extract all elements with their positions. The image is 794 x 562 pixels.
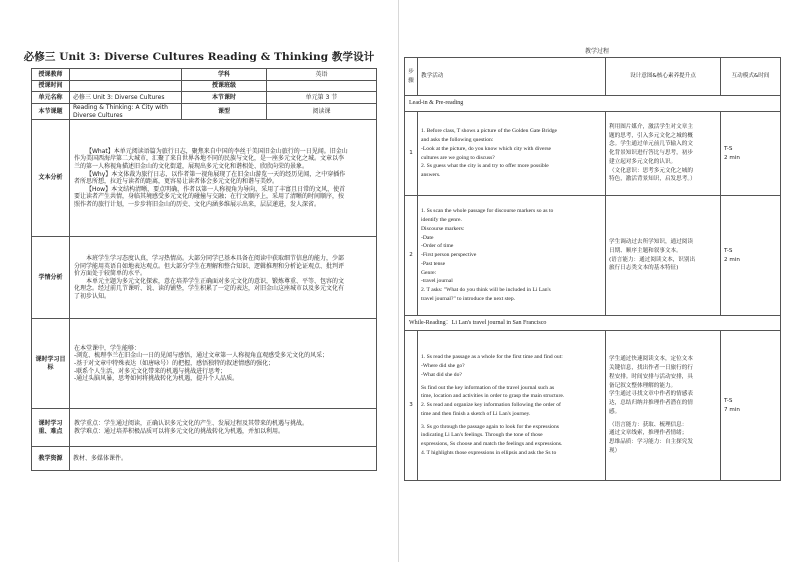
intent-line: 题的思考，引入多元文化之城的概: [609, 132, 693, 139]
teaching-process-table: [404, 57, 781, 481]
intent-cell: [606, 196, 721, 316]
activity-line: identify the genre.: [421, 216, 462, 223]
intent-line: 学生调动过去所学知识，通过阅读: [609, 238, 693, 245]
intent-line: 日期、顺序主题和叙事文本。: [609, 247, 682, 254]
text-line: 价方面处于较简单的水平。: [74, 270, 147, 278]
activity-line: Discourse markers:: [421, 225, 465, 232]
table-row: [32, 120, 377, 237]
activity-line: -Look at the picture, do you know which city with diverse: [421, 145, 552, 152]
mode-cell: [721, 331, 781, 481]
objectives-content: [70, 319, 377, 409]
learner-analysis-content: [70, 237, 377, 319]
text-line: 教学难点：通过培养积极品质可以将多元文化的挑战转化为机遇，并加以利用。: [74, 427, 285, 435]
intent-line: （语言能力：获取、梳理信息：: [609, 421, 688, 428]
intent-line: 现）: [609, 448, 621, 455]
text-line: 化理念。经过前几节课听、说、读的铺垫，学生积累了一定的表达，对旧金山这座城市以及多元文化有: [74, 285, 345, 293]
class-value: [267, 80, 377, 92]
activity-line: time, location and activities in order to grasp the main structure.: [421, 393, 565, 400]
table-row: [32, 104, 377, 120]
activity-cell: [418, 331, 606, 481]
lesson-label: 本节课时: [182, 92, 267, 104]
intent-cell: [606, 331, 721, 481]
mode-line: T-S: [724, 145, 733, 152]
table-row: [32, 409, 377, 447]
text-line: -通过头脑风暴，思考如何将挑战转化为机遇，提升个人品质。: [74, 375, 239, 383]
activity-line: 2. Ss read and organize key information following the order of: [421, 402, 561, 409]
intent-line: 念。学生通过单元前几节输入的文: [609, 141, 693, 148]
mode-line: T-S: [724, 247, 733, 254]
time-label: 授课时间: [32, 80, 70, 92]
unit-value: 必修三 Unit 3: Diverse Cultures: [70, 92, 182, 104]
lesson-value: 单元第 3 节: [267, 92, 377, 104]
resources-label: 教学资源: [32, 447, 70, 471]
activity-line: 1. Ss scan the whole passage for discourse markers so as to: [421, 208, 554, 215]
activity-cell: [418, 196, 606, 316]
mode-line: 2 min: [724, 256, 740, 263]
activity-line: 2. Ss guess what the city is and try to offer more possible: [421, 163, 549, 170]
step-header: 步骤: [405, 58, 418, 96]
activity-line: indicating Li Lan's feelings. Through the tone of those: [421, 432, 543, 439]
class-label: 授课班级: [182, 80, 267, 92]
text-line: -浏览、梳理李兰在旧金山一日的见闻与感悟，通过文章第一人称视角直观感受多元文化的风采；: [74, 352, 329, 360]
intent-line: 感。: [609, 408, 621, 415]
document-title: 必修三 Unit 3: Diverse Cultures Reading & Thinking 教学设计: [23, 51, 375, 63]
text-line: 在本堂课中，学生能够：: [74, 344, 141, 352]
text-line: -联系个人生活，对多元文化带来的机遇与挑战进行思考；: [74, 367, 227, 375]
table-row: [405, 96, 781, 112]
activity-line: -Where did she go?: [421, 362, 465, 369]
subject-value: 英语: [267, 69, 377, 81]
text-line: 兰的第一人称视角描述旧金山的文化街道，展现出多元文化和谐相处、欣欣向荣的景象。: [74, 163, 309, 171]
time-value: [70, 80, 182, 92]
mode-line: 7 min: [724, 406, 740, 413]
intent-line: 旅行日志类文本的基本特征): [609, 265, 679, 272]
text-analysis-label: 文本分析: [32, 120, 70, 237]
mode-cell: [721, 112, 781, 196]
step-number: 3: [405, 331, 418, 481]
table-row: [32, 69, 377, 81]
step-number: 1: [405, 112, 418, 196]
objectives-label: 课时学习目标: [32, 319, 70, 409]
text-line: 本班学生学习态度认真，学习热情高。大部分同学已基本具备在阅读中获取细节信息的能力，少部: [86, 254, 345, 262]
type-value: 阅读课: [267, 104, 377, 120]
teacher-label: 授课教师: [32, 69, 70, 81]
lesson-info-table: [31, 68, 377, 471]
stage-lead-in: Lead-in & Pre-reading: [405, 96, 781, 112]
mode-line: T-S: [724, 397, 733, 404]
text-line: 作为美国西海岸第二大城市，汇聚了来自世界各地不同的民族与文化，是一座多元文化之城。文章以李: [74, 155, 345, 163]
teacher-value: [70, 69, 182, 81]
intent-line: 程安排。时间安排与活动安排，具: [609, 373, 693, 380]
activity-line: -What did she do?: [421, 371, 462, 378]
subject-label: 学科: [182, 69, 267, 81]
table-row: [405, 112, 781, 196]
table-row: [32, 237, 377, 319]
unit-label: 单元名称: [32, 92, 70, 104]
table-row: [32, 80, 377, 92]
intent-header: 设计意图&核心素养提升点: [606, 58, 721, 96]
activity-line: 1. Ss read the passage as a whole for the first time and find out:: [421, 354, 563, 361]
activity-line: 3. Ss go through the passage again to look for the expressions: [421, 423, 559, 430]
table-row: [405, 331, 781, 481]
activity-line: answers.: [421, 172, 441, 179]
table-row: [405, 58, 781, 96]
text-line: 【Why】本文体裁为旅行日志，以作者第一视角展现了在旧金山游览一天的经历见闻，之中穿插作: [86, 170, 346, 178]
intent-line: (语言能力：通过阅读文本，识别出: [609, 256, 696, 263]
table-row: [32, 319, 377, 409]
process-title: 教学过程: [584, 48, 609, 55]
topic-label: 本节课题: [32, 104, 70, 120]
activity-line: 1. Before class, T shows a picture of the Golden Gate Bridge: [421, 128, 558, 135]
text-analysis-content: [70, 120, 377, 237]
stage-while-reading: While-Reading：Li Lan's travel journal in San Francisco: [405, 316, 781, 331]
key-points-content: [70, 409, 377, 447]
intent-line: 化背景知识进行答比与思考，初步: [609, 150, 693, 157]
intent-line: 关键信息，找出作者一日旅行的行: [609, 364, 693, 371]
activity-line: cultures are we going to discuss?: [421, 154, 495, 161]
text-line: 者所思所想，拉近与读者的距离，更容易让读者体会多元文化的和谐与美妙。: [74, 178, 279, 186]
intent-line: 利用图片媒介，激活学生对文章主: [609, 123, 693, 130]
mode-cell: [721, 196, 781, 316]
activity-line: travel journal?" to introduce the next step.: [421, 296, 516, 303]
activity-line: Ss find out the key information of the travel journal such as: [421, 384, 555, 391]
right-page: [398, 0, 794, 562]
activity-line: and asks the following question:: [421, 136, 494, 143]
activity-line: expressions, Ss choose and match the feelings and expressions.: [421, 441, 563, 448]
activity-line: 2. T asks: "What do you think will be included in Li Lan's: [421, 287, 551, 294]
activities-header: 教学活动: [418, 58, 606, 96]
intent-line: 备记叙文整体理解的能力。: [609, 382, 677, 389]
intent-line: 思维品质：学习能力：自主探究发: [609, 439, 693, 446]
activity-line: 4. T highlights those expressions in ellipsis and ask the Ss to: [421, 450, 557, 457]
text-line: 教学重点：学生通过阅读，正确认识多元文化的产生、发展过程及其带来的机遇与挑战。: [74, 420, 309, 428]
text-line: 【What】本单元阅读语篇为旅行日志，聚焦来自中国的李丝于美国旧金山旅行的一日见闻。旧金山: [86, 147, 348, 155]
text-line: 本单元主题为多元文化探索，意在培养学生正确面对多元文化的意识，锻炼尊重、平等、包容的文: [86, 277, 345, 285]
intent-line: 特色，激活背景知识，启发思考。）: [609, 176, 696, 183]
text-line: -基于对文章中特殊表达（如唐咏号）的把握，感悟独特的叙述情感的强化；: [74, 359, 275, 367]
activity-line: -Order of time: [421, 243, 454, 250]
type-label: 课型: [182, 104, 267, 120]
intent-line: 建立起对多元文化的认识。: [609, 158, 677, 165]
mode-line: 2 min: [724, 154, 740, 161]
activity-line: time and then finish a sketch of Li Lan's journey.: [421, 410, 531, 417]
activity-line: -travel journal: [421, 278, 453, 285]
resources-value: 教材、多媒体课件。: [70, 447, 377, 471]
text-line: 要让读者产生共情，身临其境感受多元文化的碰撞与交融；在行文顺序上，采用了清晰的时间顺序，按: [74, 193, 345, 201]
intent-line: 学生通过寻找文章中作者的情感表: [609, 391, 693, 398]
intent-line: 学生通过快速阅读文本，定位文本: [609, 356, 693, 363]
activity-line: Genre:: [421, 269, 437, 276]
intent-line: 通过文章线索，推理作者情绪；: [609, 430, 688, 437]
table-row: [405, 316, 781, 331]
mode-header: 互动模式&时间: [721, 58, 781, 96]
step-number: 2: [405, 196, 418, 316]
key-points-label: 课时学习重、难点: [32, 409, 70, 447]
text-line: 【How】本文结构清晰，要点明确，作者以第一人称视角为导向，采用了丰富且日常的文风，使首: [86, 185, 346, 193]
text-line: 了初步认知。: [74, 292, 111, 300]
topic-value: Reading & Thinking: A City with Diverse Cultures: [70, 104, 182, 120]
text-line: 分同学能用英语自如地表达观点。但大部分学生在理解和整合知识、逻辑推理和分析论证观点、批判评: [74, 262, 345, 270]
intent-cell: [606, 112, 721, 196]
activity-line: -First person perspective: [421, 252, 477, 259]
activity-cell: [418, 112, 606, 196]
text-line: 照作者的旅行计划，一步步将旧金山的历史、文化内涵多维展示出来，层层递进，发人深省。: [74, 201, 321, 209]
activity-line: -Past tense: [421, 260, 446, 267]
table-row: [32, 447, 377, 471]
intent-line: （文化意识：思考多元文化之城的: [609, 167, 693, 174]
intent-line: 达，总结归纳并推理作者潜在的情: [609, 400, 693, 407]
activity-line: -Date: [421, 234, 434, 241]
table-row: [405, 196, 781, 316]
learner-analysis-label: 学情分析: [32, 237, 70, 319]
table-row: [32, 92, 377, 104]
